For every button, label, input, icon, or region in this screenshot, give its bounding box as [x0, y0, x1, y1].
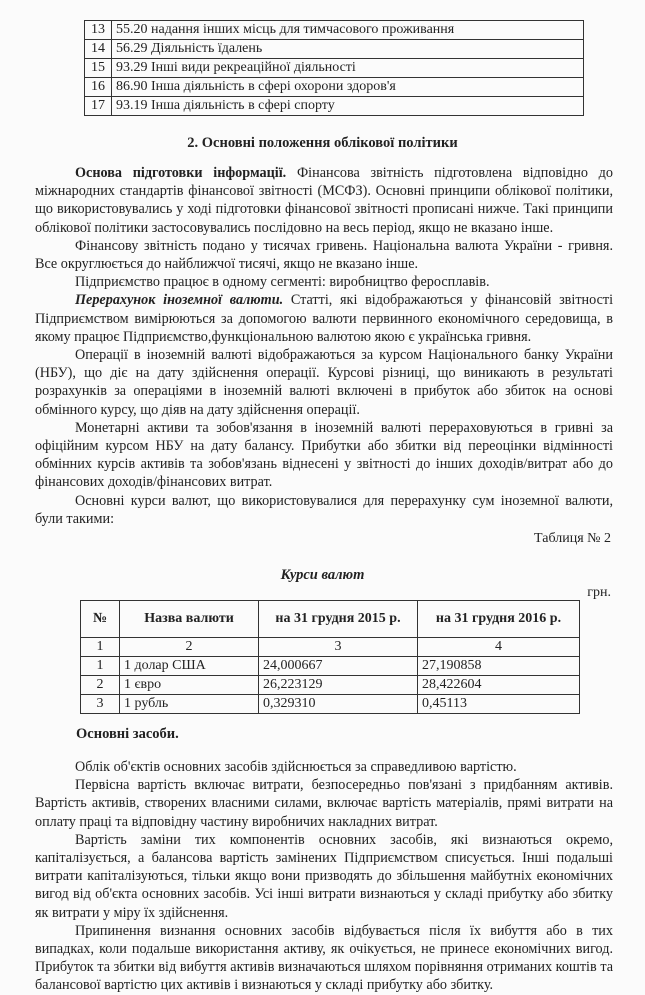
header-rate-2015: на 31 грудня 2015 р. — [259, 601, 418, 638]
paragraph-currency: Фінансову звітність подано у тисячах гривень. Національна валюта України - гривня. Все округлюється до найближчої тисячі, якщо не вказано інше. — [35, 237, 613, 273]
table-cell: 0,329310 — [259, 695, 418, 714]
paragraph-lead: Перерахунок іноземної валюти. — [75, 292, 284, 309]
paragraph-initial-cost: Первісна вартість включає витрати, безпосередньо пов'язані з придбанням активів. Вартість активів, створених власними силами, включає вартість матеріалів, прямі витрати на оплату праці та відповідну частину виробничих накладних витрат. — [35, 777, 613, 830]
header-number: № — [81, 601, 120, 638]
table-cell: 1 долар США — [120, 657, 259, 676]
table-cell: 26,223129 — [259, 676, 418, 695]
paragraph-derecognition: Припинення визнання основних засобів відбувається після їх вибуття або в тих випадках, коли подальше використання активу, як очікується, не принесе економічних вигод. Прибуток та збитки від вибуття активів визначаються шляхом порівняння отриманих коштів та балансової вартістю цих активів і визнаються у складі прибутку або збитку. — [35, 922, 613, 994]
table-row — [85, 59, 584, 78]
table-index-row — [81, 638, 580, 657]
header-rate-2016: на 31 грудня 2016 р. — [418, 601, 580, 638]
table-cell: 1 — [81, 638, 120, 657]
table-header-row — [81, 601, 580, 638]
currency-unit: грн. — [587, 585, 611, 600]
paragraph-rates-intro: Основні курси валют, що використовувалися для перерахунку сум іноземної валюти, були такими: — [35, 492, 613, 527]
table-row — [85, 78, 584, 97]
activity-text: 56.29 Діяльність їдалень — [112, 40, 584, 59]
table-cell: 28,422604 — [418, 676, 580, 695]
paragraph-text: Статті, які відображаються у фінансовій звітності Підприємством вимірюються за допомогою валюти первинного економічного середовища, в якому працює Підприємство,функціональною валютою якою є українська гривня. — [35, 292, 614, 345]
paragraph-monetary-items: Монетарні активи та зобов'язання в іноземній валюті перераховуються в гривні за офіційним курсом НБУ на дату балансу. Прибутки або збитки від переоцінки відмінності обмінних курсів активів та зобов'язань віднесені у звітності до інших доходів/витрат або до фінансових доходів/фінансових витрат. — [35, 419, 613, 491]
paragraph-fair-value: Облік об'єктів основних засобів здійснюється за справедливою вартістю. — [75, 759, 517, 775]
table-cell: 1 євро — [120, 676, 259, 695]
table-cell: 2 — [120, 638, 259, 657]
row-number: 13 — [85, 21, 112, 40]
paragraph-lead: Основа підготовки інформації. — [75, 165, 287, 181]
exchange-rates-table — [80, 600, 580, 714]
table-row — [85, 21, 584, 40]
row-number: 16 — [85, 78, 112, 97]
row-number: 15 — [85, 59, 112, 78]
table-cell: 1 — [81, 657, 120, 676]
activity-text: 93.29 Інші види рекреаційної діяльності — [112, 59, 584, 78]
fixed-assets-text — [35, 758, 613, 995]
table-title: Курси валют — [280, 567, 365, 583]
table-number-label: Таблиця № 2 — [534, 531, 611, 546]
activity-text: 86.90 Інша діяльність в сфері охорони здоров'я — [112, 78, 584, 97]
table-cell: 0,45113 — [418, 695, 580, 714]
table-cell: 2 — [81, 676, 120, 695]
section-title: 2. Основні положення облікової політики — [187, 135, 458, 151]
paragraph-text: Фінансова звітність підготовлена відповідно до міжнародних стандартів фінансової звітності (МСФЗ). Основні принципи облікової політики, що використовувались у ході підготовки фінансової звітності прописані нижче. Такі принципи облікової політики застосовувались послідовно на весь період, якщо не вказано інше. — [35, 165, 613, 236]
table-cell: 27,190858 — [418, 657, 580, 676]
paragraph-fx-translation — [35, 291, 613, 346]
table-row — [85, 40, 584, 59]
activity-codes-table — [84, 20, 584, 116]
row-number: 17 — [85, 97, 112, 116]
paragraph-replacement: Вартість заміни тих компонентів основних засобів, які визнаються окремо, капіталізується, а балансова вартість замінених Підприємством списується. Інші подальші витрати капіталізуються, тільки якщо вони призводять до збільшення майбутніх економічних вигод від об'єкта основних засобів. Усі інші витрати визнаються у складі прибутку або збитку як витрати у міру їх здійснення. — [35, 831, 613, 921]
accounting-policy-text — [35, 164, 613, 528]
activity-text: 93.19 Інша діяльність в сфері спорту — [112, 97, 584, 116]
table-cell: 1 рубль — [120, 695, 259, 714]
header-currency-name: Назва валюти — [120, 601, 259, 638]
table-cell: 3 — [259, 638, 418, 657]
table-cell: 3 — [81, 695, 120, 714]
table-row — [81, 657, 580, 676]
table-row — [85, 97, 584, 116]
paragraph-segment: Підприємство працює в одному сегменті: виробництво феросплавів. — [75, 274, 490, 291]
subsection-title: Основні засоби. — [76, 726, 179, 742]
activity-text: 55.20 надання інших місць для тимчасового проживання — [112, 21, 584, 40]
table-row — [81, 695, 580, 714]
paragraph-fx-operations: Операції в іноземній валюті відображаються за курсом Національного банку України (НБУ), що діє на дату здійснення операції. Курсові різниці, що виникають в результаті розрахунків за операціями в іноземній валюті включені в прибуток або збиток на основі обмінного курсу, що діяв на дату здійснення операції. — [35, 347, 613, 418]
paragraph-basis — [35, 164, 613, 237]
table-cell: 24,000667 — [259, 657, 418, 676]
table-row — [81, 676, 580, 695]
table-cell: 4 — [418, 638, 580, 657]
row-number: 14 — [85, 40, 112, 59]
